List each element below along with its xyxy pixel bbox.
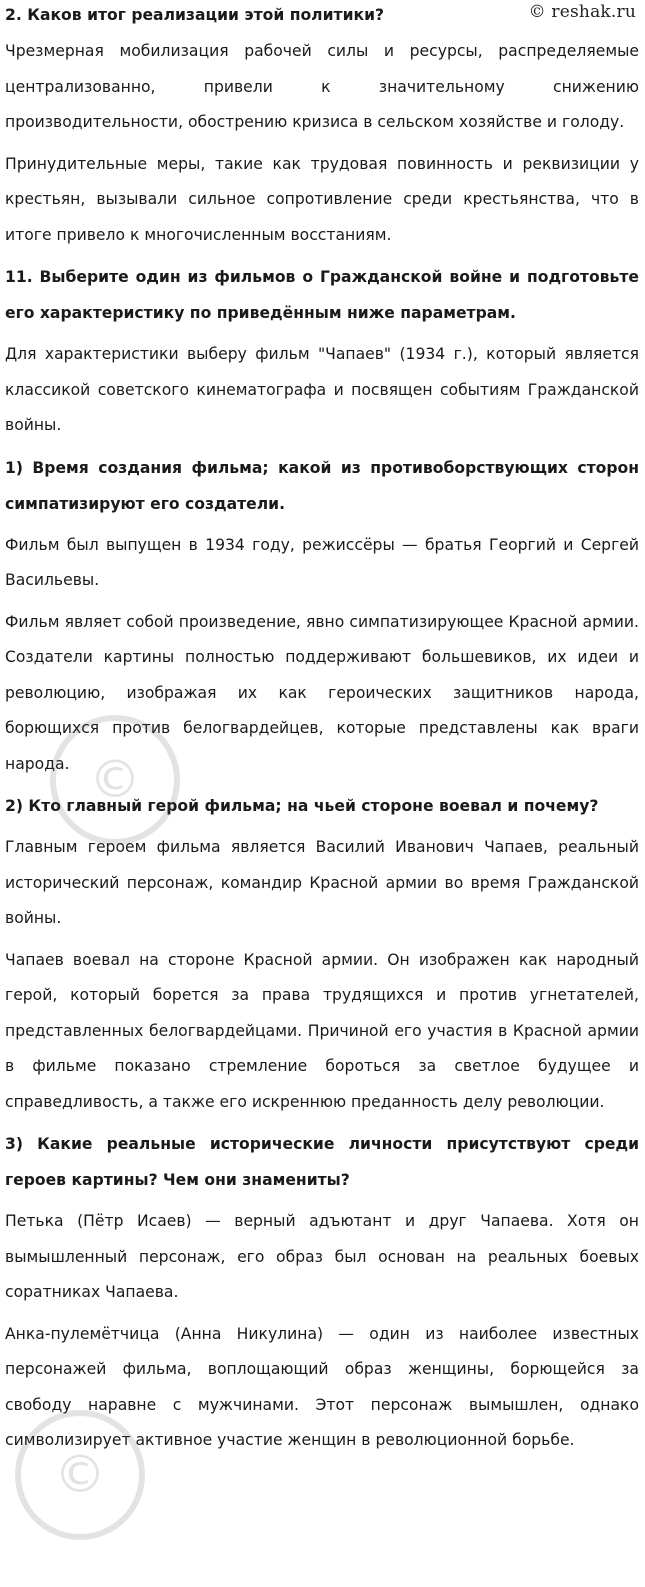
site-watermark: © reshak.ru bbox=[528, 2, 636, 22]
answer-paragraph: Фильм был выпущен в 1934 году, режиссёры — братья Георгий и Сергей Васильевы. bbox=[5, 535, 639, 589]
question-heading: 2) Кто главный герой фильма; на чьей стороне воевал и почему? bbox=[5, 797, 599, 815]
question-heading: 3) Какие реальные исторические личности присутствуют среди героев картины? Чем они знамениты? bbox=[5, 1135, 639, 1189]
question-heading: 2. Каков итог реализации этой политики? bbox=[5, 6, 385, 24]
question-heading: 11. Выберите один из фильмов о Гражданской войне и подготовьте его характеристику по приведённым ниже параметрам. bbox=[5, 268, 639, 322]
svg-text:©: © bbox=[54, 1445, 106, 1505]
answer-paragraph: Петька (Пётр Исаев) — верный адъютант и друг Чапаева. Хотя он вымышленный персонаж, его образ был основан на реальных боевых соратниках Чапаева. bbox=[5, 1212, 639, 1301]
question-heading: 1) Время создания фильма; какой из противоборствующих сторон симпатизируют его создатели. bbox=[5, 458, 639, 513]
answer-paragraph: Принудительные меры, такие как трудовая повинность и реквизиции у крестьян, вызывали сильное сопротивление среди крестьянства, что в итоге привело к многочисленным восстаниям. bbox=[5, 154, 639, 244]
answer-paragraph: Чрезмерная мобилизация рабочей силы и ресурсы, распределяемые централизованно, привели к значительному снижению производительности, обострению кризиса в сельском хозяйстве и голоду. bbox=[5, 42, 639, 131]
answer-paragraph: Главным героем фильма является Василий Иванович Чапаев, реальный исторический персонаж, командир Красной армии во время Гражданской войны. bbox=[5, 838, 639, 927]
svg-text:©: © bbox=[89, 750, 141, 810]
answer-paragraph: Для характеристики выберу фильм "Чапаев" (1934 г.), который является классикой советского кинематографа и посвящен событиям Гражданской войны. bbox=[5, 345, 639, 434]
answer-paragraph: Анка-пулемётчица (Анна Никулина) — один из наиболее известных персонажей фильма, воплощающий образ женщины, борющейся за свободу наравне с мужчинами. Этот персонаж вымышлен, однако символизирует активное участие женщин в революционной борьбе. bbox=[5, 1324, 639, 1449]
answer-paragraph: Фильм являет собой произведение, явно симпатизирующее Красной армии. Создатели картины полностью поддерживают большевиков, их идеи и революцию, изображая их как героических защитников народа, борющихся против белогвардейцев, которые представлены как враги народа. bbox=[5, 612, 639, 773]
answer-paragraph: Чапаев воевал на стороне Красной армии. Он изображен как народный герой, который борется за права трудящихся и против угнетателей, представленных белогвардейцами. Причиной его участия в Красной армии в фильме показано стремление бороться за светлое будущее и справедливость, а также его искреннюю преданность делу революции. bbox=[5, 950, 639, 1111]
